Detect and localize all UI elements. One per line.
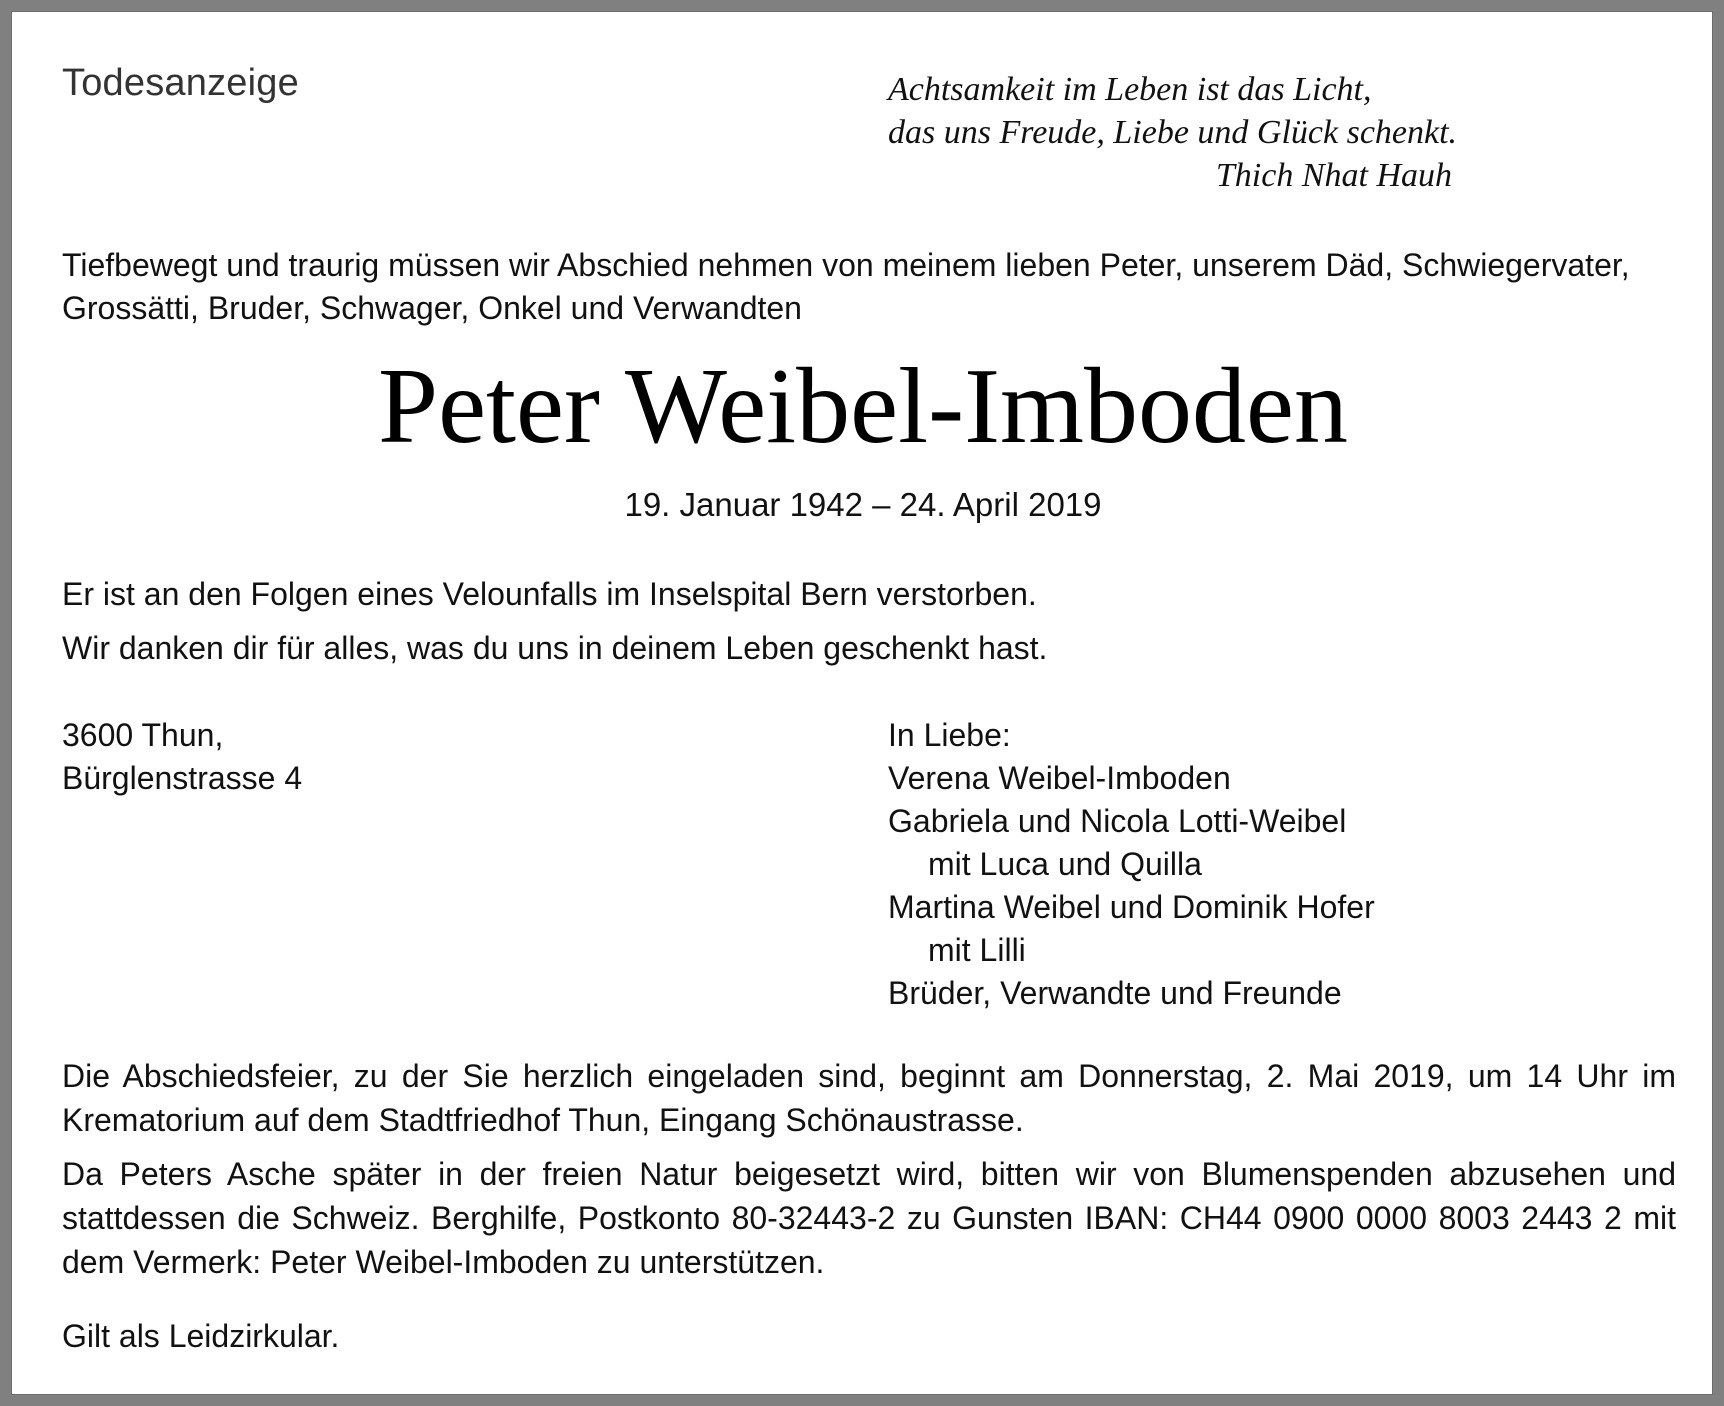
mourner-line: Verena Weibel-Imboden xyxy=(888,760,1231,796)
mourner-line: Gabriela und Nicola Lotti-Weibel xyxy=(888,803,1347,839)
motto-quote xyxy=(888,68,1457,197)
death-statement: Er ist an den Folgen eines Velounfalls im Inselspital Bern verstorben. xyxy=(62,576,1037,612)
motto-line-2: das uns Freude, Liebe und Glück schenkt. xyxy=(888,114,1458,151)
address-line-1: 3600 Thun, xyxy=(62,717,224,753)
mourner-line: Brüder, Verwandte und Freunde xyxy=(888,975,1342,1011)
life-dates: 19. Januar 1942 – 24. April 2019 xyxy=(624,486,1102,523)
mourner-line: mit Lilli xyxy=(928,932,1026,968)
donation-info: Da Peters Asche später in der freien Natur beigesetzt wird, bitten wir von Blumenspenden abzusehen und stattdessen die Schweiz. Berghilfe, Postkonto 80-32443-2 zu Gunsten IBAN: CH44 0900 0000 8003 2443 2 mit dem Vermerk: Peter Weibel-Imboden zu unterstützen. xyxy=(62,1156,1676,1280)
mourner-line: Martina Weibel und Dominik Hofer xyxy=(888,889,1375,925)
mourner-line: mit Luca und Quilla xyxy=(928,846,1202,882)
mourners-heading: In Liebe: xyxy=(888,717,1011,753)
ceremony-info: Die Abschiedsfeier, zu der Sie herzlich eingeladen sind, beginnt am Donnerstag, 2. Mai 2019, um 14 Uhr im Krematorium auf dem Stadtfriedhof Thun, Eingang Schönaustrasse. xyxy=(62,1058,1676,1138)
address-line-2: Bürglenstrasse 4 xyxy=(62,760,303,796)
obituary-notice xyxy=(11,11,1713,1395)
intro-text: Tiefbewegt und traurig müssen wir Abschied nehmen von meinem lieben Peter, unserem Däd, Schwiegervater, Grossätti, Bruder, Schwager, Onkel und Verwandten xyxy=(62,247,1630,326)
deceased-name: Peter Weibel-Imboden xyxy=(378,347,1348,466)
address-block xyxy=(62,714,302,800)
notice-type-label: Todesanzeige xyxy=(62,62,299,104)
motto-line-1: Achtsamkeit im Leben ist das Licht, xyxy=(888,71,1372,108)
thanks-statement: Wir danken dir für alles, was du uns in deinem Leben geschenkt hast. xyxy=(62,630,1048,666)
motto-author: Thich Nhat Hauh xyxy=(1215,157,1452,194)
mourners-list xyxy=(888,714,1375,1015)
circular-note: Gilt als Leidzirkular. xyxy=(62,1318,340,1354)
